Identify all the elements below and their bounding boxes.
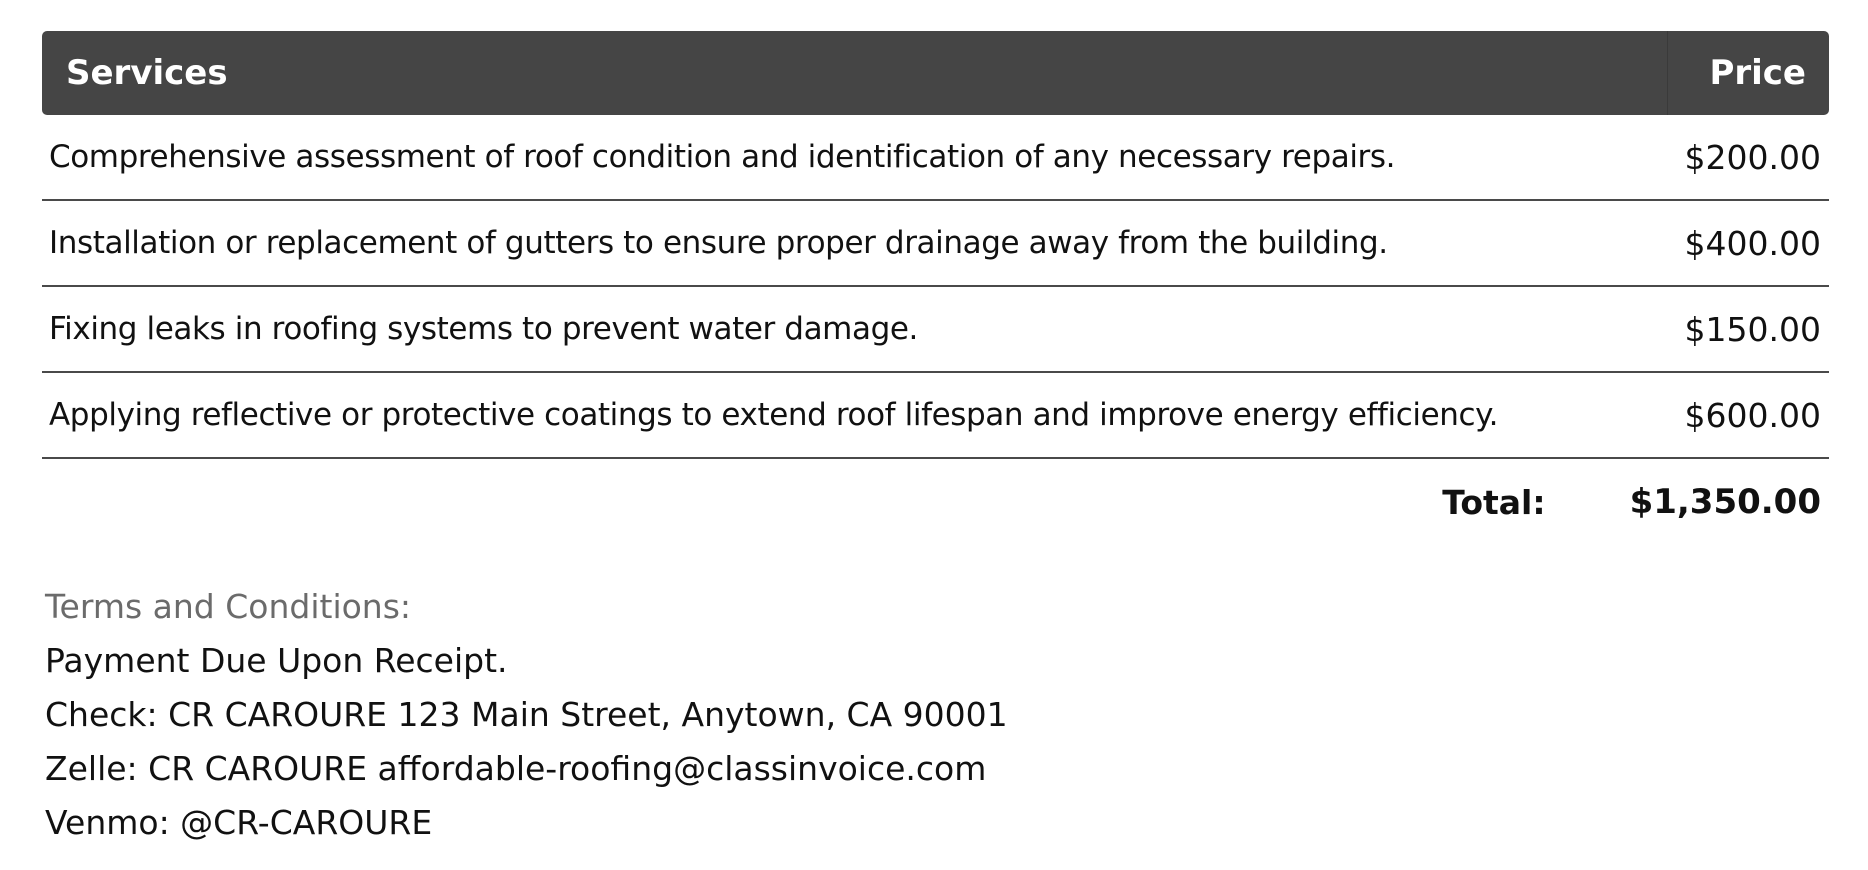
service-description: Installation or replacement of gutters to ensure proper drainage away from the building.: [49, 225, 1388, 261]
service-price: $200.00: [1684, 137, 1821, 177]
service-price: $150.00: [1684, 309, 1821, 349]
total-value: $1,350.00: [1629, 482, 1821, 522]
check-payment-line: Check: CR CAROURE 123 Main Street, Anytown, CA 90001: [45, 695, 1008, 734]
service-description: Comprehensive assessment of roof condition and identification of any necessary repairs.: [49, 139, 1396, 175]
table-row: [42, 287, 1829, 373]
service-price: $400.00: [1684, 223, 1821, 263]
table-header: [42, 31, 1829, 115]
services-column-header: Services: [66, 53, 228, 93]
table-row: [42, 201, 1829, 287]
total-label: Total:: [1442, 482, 1546, 522]
terms-section: [45, 580, 1245, 850]
service-price: $600.00: [1684, 395, 1821, 435]
service-description: Fixing leaks in roofing systems to prevent water damage.: [49, 311, 918, 347]
table-row: [42, 115, 1829, 201]
venmo-payment-line: Venmo: @CR-CAROURE: [45, 803, 433, 842]
terms-heading: Terms and Conditions:: [45, 587, 412, 626]
zelle-payment-line: Zelle: CR CAROURE affordable-roofing@classinvoice.com: [45, 749, 987, 788]
services-table: [42, 31, 1829, 545]
total-row: [42, 459, 1829, 545]
service-description: Applying reflective or protective coatings to extend roof lifespan and improve energy efficiency.: [49, 397, 1499, 433]
price-column-header: Price: [1709, 53, 1806, 93]
table-row: [42, 373, 1829, 459]
payment-terms-line: Payment Due Upon Receipt.: [45, 641, 508, 680]
